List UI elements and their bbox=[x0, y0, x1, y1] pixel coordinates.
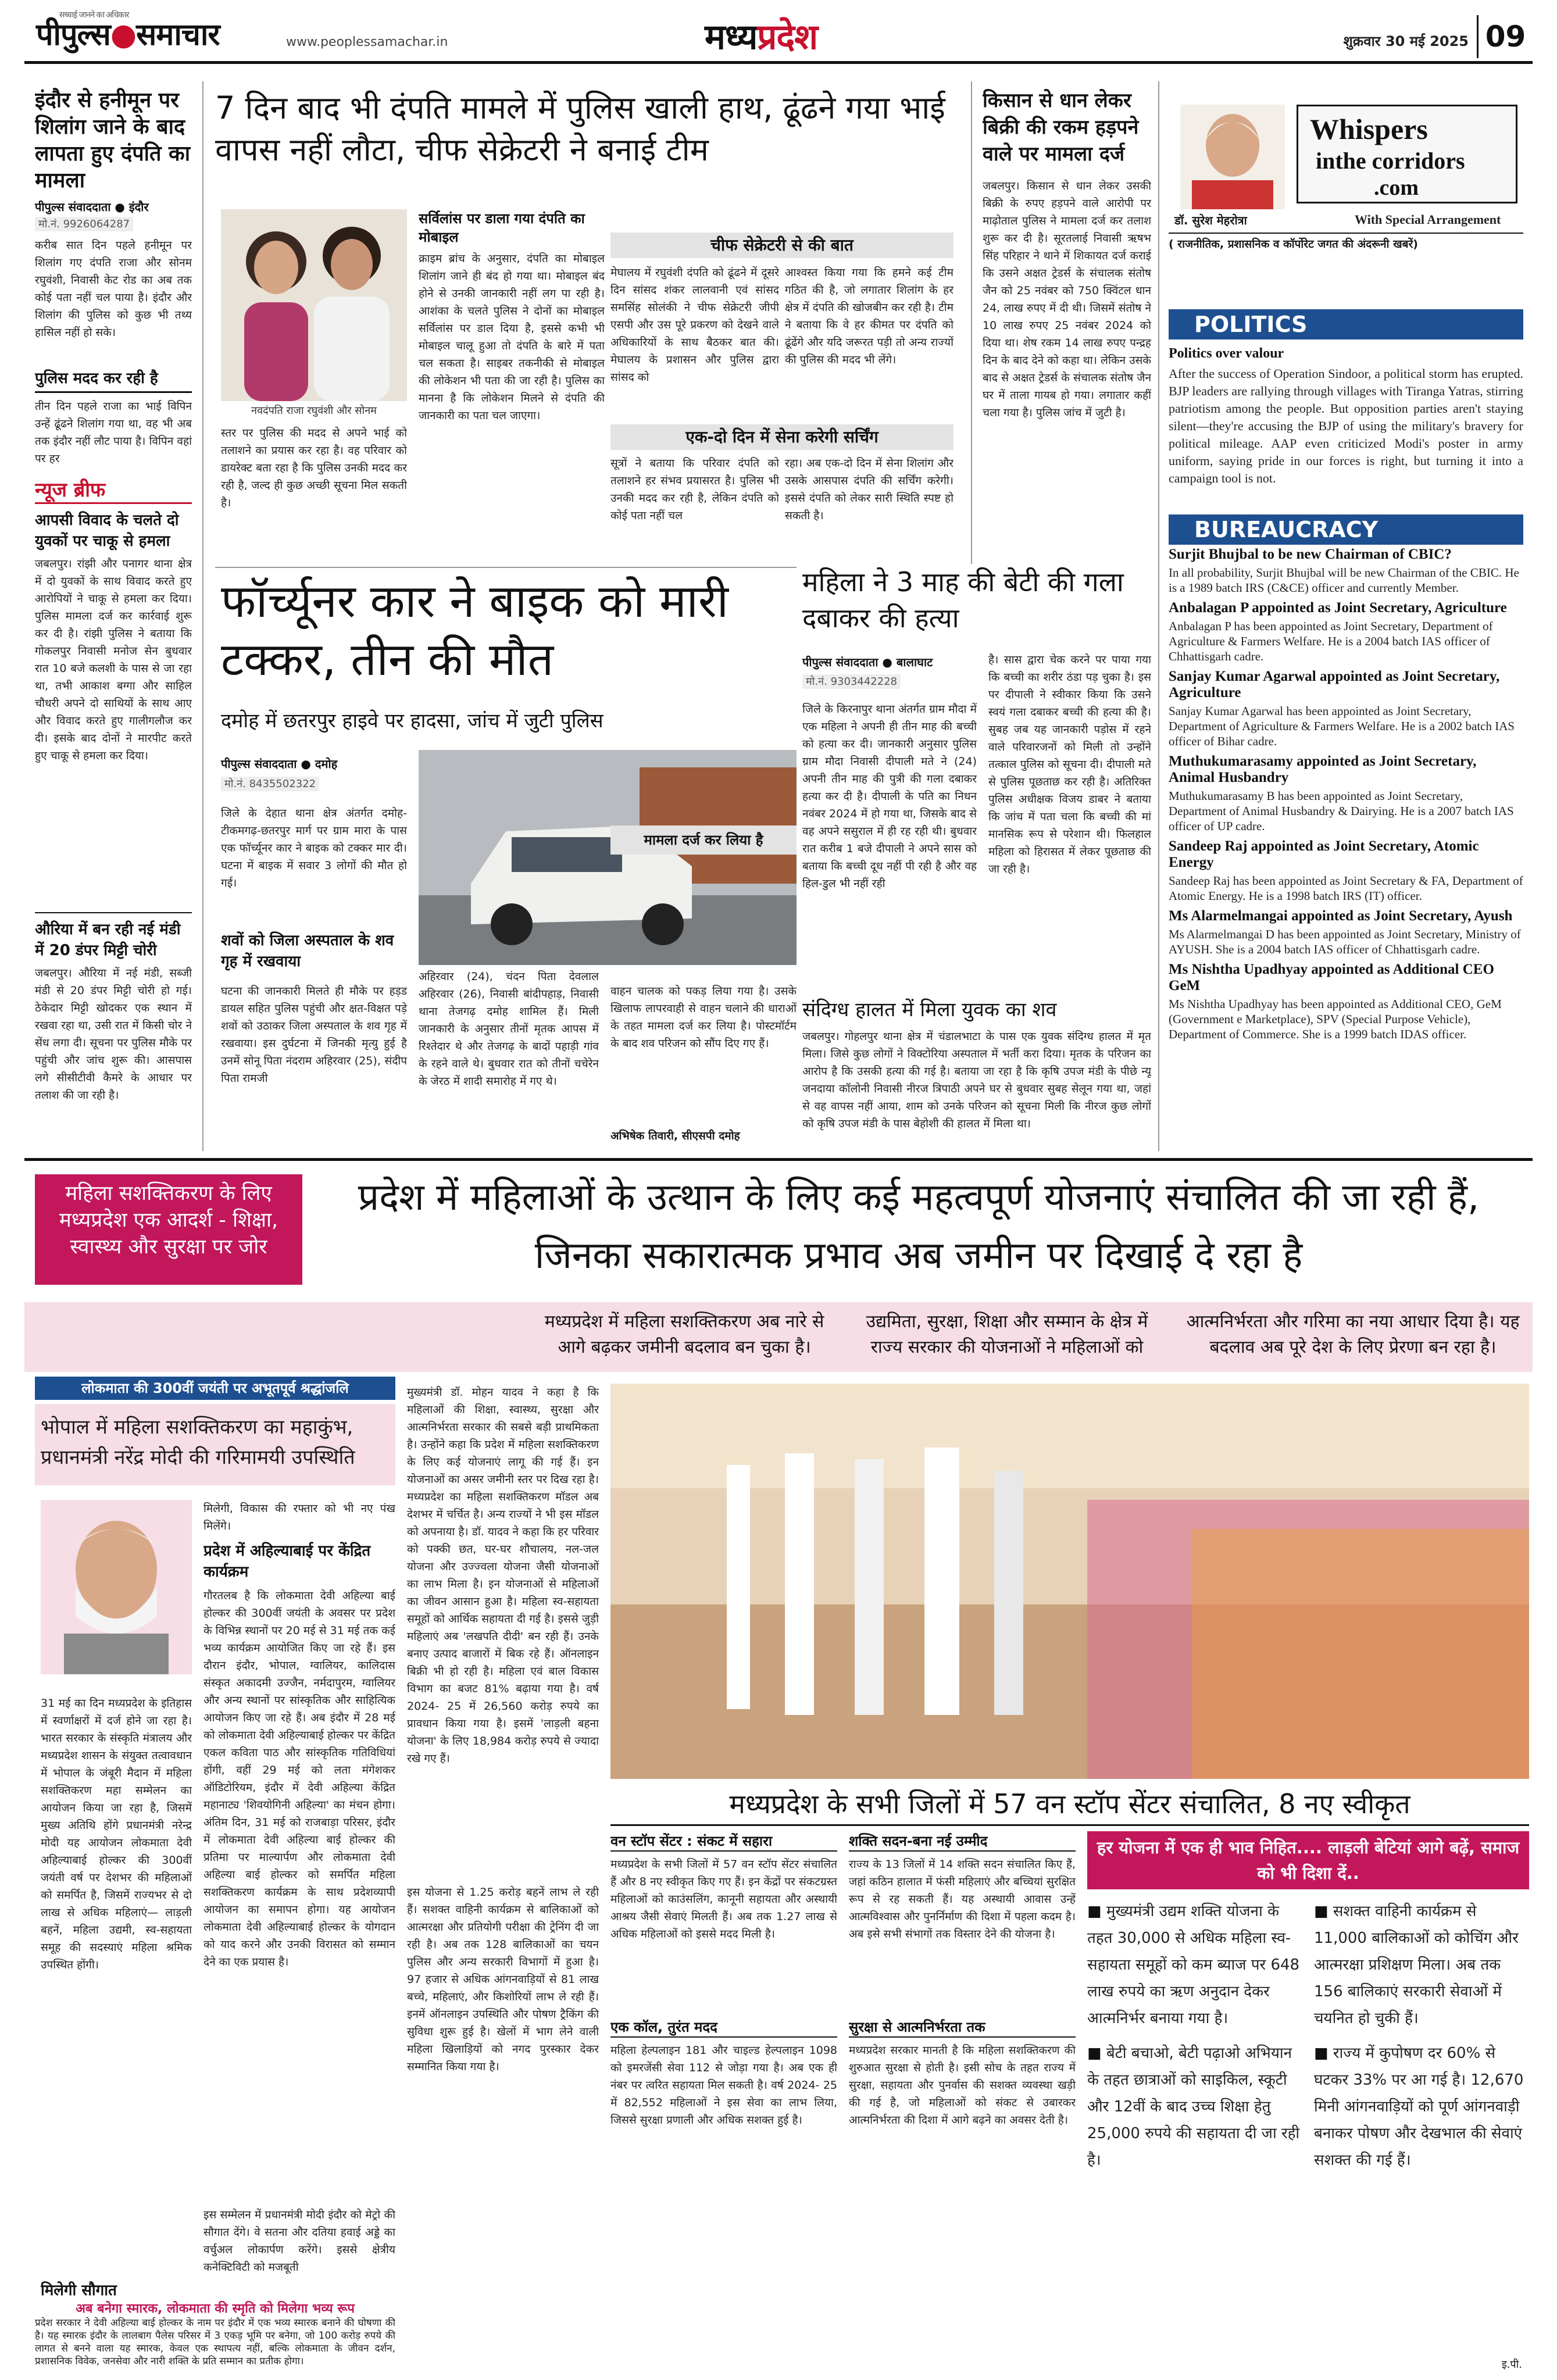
couple-photo-art bbox=[221, 209, 407, 401]
square-bullet-icon: ■ bbox=[1087, 1903, 1106, 1920]
car-accident-photo bbox=[419, 750, 797, 965]
fortuner-quote-text: वाहन चालक को पकड़ लिया गया है। उसके खिलाफ लापरवाही से वाहन चलाने की धाराओं के तहत मामला दर्ज कर लिया है। पोस्टमॉर्टम के बाद शव परिजन को सौंप दिए गए हैं। bbox=[610, 985, 797, 1050]
smarak-text: प्रदेश सरकार ने देवी अहिल्या बाई होल्कर के नाम पर इंदौर में एक भव्य स्मारक बनाने की घोषणा की है। यह स्मारक इंदौर के लालबाग पैलेस परिसर में 3 एकड़ भूमि पर बनेगा, जो 100 करोड़ रुपये की लागत से बनने वाला यह स्मारक, केवल एक स्थापत्य नहीं, बल्कि लोकमाता के जीवन दर्शन, प्रशासनिक विवेक, जनसेवा और नारी शक्ति के प्रति सम्मान का प्रतीक होगा। bbox=[35, 2317, 395, 2367]
rule bbox=[215, 567, 797, 568]
surveillance-sub: सर्विलांस पर डाला गया दंपति का मोबाइल bbox=[419, 210, 585, 245]
bureaucracy-item-head: Anbalagan P appointed as Joint Secretary, Agriculture bbox=[1169, 600, 1507, 616]
bureaucracy-item-head: Surjit Bhujbal to be new Chairman of CBIC? bbox=[1169, 546, 1452, 562]
brief-1-head: आपसी विवाद के चलते दो युवकों पर चाकू से हमला bbox=[35, 512, 179, 550]
fortuner-col-2: अहिरवार (24), चंदन पिता देवलाल अहिरवार (26), निवासी बांदीपहाड़, निवासी थाना तेजगढ़ दमोह शामिल हैं। मिली जानकारी के अनुसार तीनों मृतक आपस में रिश्तेदार थे और तेजगढ़ के बादों पहाड़ी गांव के रहने वाले थे। बुधवार रात को तीनों चचेरेन के जेरठ में शादी समारोह में गए थे। bbox=[419, 970, 599, 1088]
ladli-right bbox=[1314, 1898, 1529, 2352]
square-bullet-icon: ■ bbox=[1087, 2045, 1106, 2062]
car-photo-art bbox=[419, 750, 797, 965]
left-para-2: तीन दिन पहले राजा का भाई विपिन उन्हें ढूंढने शिलांग गया था, वह भी अब तक इंदौर नहीं लौट पाया है। विपिन वहां पर हर bbox=[35, 400, 192, 465]
bureaucracy-item-head: Ms Alarmelmangai appointed as Joint Secretary, Ayush bbox=[1169, 908, 1513, 924]
divider bbox=[1158, 81, 1159, 1151]
feature-headline: प्रदेश में महिलाओं के उत्थान के लिए कई महत्वपूर्ण योजनाएं संचालित की जा रही हैं, जिनका सकारात्मक प्रभाव अब जमीन पर दिखाई दे रहा है bbox=[358, 1176, 1480, 1277]
fortuner-quote-by: अभिषेक तिवारी, सीएसपी दमोह bbox=[610, 1130, 740, 1142]
politics-head: Politics over valour bbox=[1169, 346, 1284, 361]
politics-text: After the success of Operation Sindoor, a political storm has erupted. BJP leaders are rallying through villages with Tiranga Yatras, stirring patriotism among the people. But opposition parties aren't staying silent—they're accusing the BJP of using the military's bravery for political mileage. AAP even criticized Modi's poster in army uniform, saying pride in our forces is right, but turning it into a campaign tool is not. bbox=[1169, 366, 1523, 485]
ladli-head: हर योजना में एक ही भाव निहित.... लाड़ली बेटियां आगे बढ़ें, समाज को भी दिशा दें.. bbox=[1087, 1831, 1529, 1889]
whispers-title-2: inthe corridors bbox=[1316, 148, 1465, 174]
divider bbox=[971, 81, 972, 564]
square-bullet-icon: ■ bbox=[1314, 1903, 1333, 1920]
politics-bar: POLITICS bbox=[1169, 309, 1523, 340]
one-stop-headline: मध्यप्रदेश के सभी जिलों में 57 वन स्टॉप सेंटर संचालित, 8 नए स्वीकृत bbox=[610, 1782, 1529, 1826]
section-title-a: मध्य bbox=[705, 17, 758, 58]
call-text: महिला हेल्पलाइन 181 और चाइल्ड हेल्पलाइन 1098 को इमरजेंसी सेवा 112 से जोड़ा गया है। अब एक ही नंबर पर त्वरित सहायता मिल सकती है। वर्ष 2024- 25 में 82,552 महिलाओं ने इस सेवा का लाभ लिया, जिससे सुरक्षा प्रणाली और अधिक सशक्त हुई है। bbox=[610, 2044, 837, 2127]
top-col-3: मेघालय में रघुवंशी दंपति को ढूंढने में दूसरे दिन सांसद शंकर लालवानी एवं सांसद समसिंह सोलंकी ने चीफ सेक्रेटरी जीपी एसपी और उस पूरे प्रकरण को देखने वाले अधिकारियों के साथ बैठकर बात की। मेघालय के प्रशासन और पुलिस द्वारा सांसद को bbox=[610, 266, 779, 384]
fortuner-quote-head: मामला दर्ज कर लिया है bbox=[610, 826, 797, 855]
mahila-byline: पीपुल्स संवाददाता ● बालाघाट bbox=[802, 655, 933, 669]
logo-part-b: समाचार bbox=[136, 17, 220, 52]
bureaucracy-item bbox=[1169, 600, 1523, 664]
left-byline: पीपुल्स संवाददाता ● इंदौर bbox=[35, 200, 149, 214]
bureaucracy-item-head: Sandeep Raj appointed as Joint Secretary, Atomic Energy bbox=[1169, 838, 1479, 870]
top-story bbox=[215, 87, 959, 171]
kisan-text: जबलपुर। किसान से धान लेकर उसकी बिक्री के रुपए हड़पने वाले आरोपी पर माढ़ोताल पुलिस ने मामला दर्ज कर तलाश शुरू कर दी है। सूरतलाई निवासी ऋषभ सिंह परिहार ने थाने में शिकायत दर्ज कराई कि उसने अक्षत ट्रेडर्स के संचालक संतोष जैन को 25 नवंबर को 750 क्विंटल धान 24, लाख रुपए में दी थी। जिसमें संतोष ने 10 लाख रुपए 25 नवंबर 2024 को दिया था। शेष रकम 14 लाख रुपए पन्द्रह दिन के बाद देने को कहा था। लेकिन उसके बाद से अक्षत ट्रेडर्स के संचालक संतोष जैन घर में ताला गायब हो गया। लगातार कहीं चला गया है। पुलिस जांच में जुटी है। bbox=[983, 180, 1151, 419]
issue-date: शुक्रवार 30 मई 2025 bbox=[1343, 33, 1469, 49]
mahila-col-2: है। सास द्वारा चेक करने पर पाया गया कि बच्ची का शरीर ठंडा पड़ चुका है। इस पर दीपाली ने स्वीकार किया कि उसने स्वयं गला दबाकर बच्ची की हत्या की है। सुबह जब यह जानकारी पड़ोस में रहने वाले परिवारजनों को मिली तो उन्होंने तत्काल पुलिस को सूचना दी। दीपाली मते से पुलिस पूछताछ कर रही है। अतिरिक्त पुलिस अधीक्षक विजय डाबर ने बताया कि जांच में पता चला कि बच्ची की मां मानसिक रूप से परेशान थी। फिलहाल महिला को हिरासत में लेकर पूछताछ की जा रही है। bbox=[988, 653, 1151, 875]
feature-col-2-sub: प्रदेश में अहिल्याबाई पर केंद्रित कार्यक्रम bbox=[203, 1542, 371, 1581]
shakti-text: राज्य के 13 जिलों में 14 शक्ति सदन संचालित किए हैं, जहां कठिन हालात में फंसी महिलाएं और बच्चियां सुरक्षित रूप से रह सकती हैं। यह अस्थायी आवास उन्हें आत्मविश्वास और पुनर्निर्माण की दिशा में पहला कदम है। अब इसे सभी संभागों तक विस्तार देने की योजना है। bbox=[849, 1858, 1076, 1941]
ladli-left-item bbox=[1087, 1898, 1302, 2032]
top-story-headline: 7 दिन बाद भी दंपति मामले में पुलिस खाली हाथ, ढूंढने गया भाई वापस नहीं लौटा, चीफ सेक्रेटरी ने बनाई टीम bbox=[215, 90, 945, 168]
couple-caption: नवदंपति राजा रघुवंशी और सोनम bbox=[251, 405, 377, 417]
top-col-4: आश्वस्त किया गया कि हमने कई टीम गठित की है, जो लगातार शिलांग के हर क्षेत्र में दंपति की खोजबीन कर रही है। टीम ने बताया कि वे हर कीमत पर दंपति को ढूंढेंगे और यदि जरूरत पड़ी तो अन्य राज्यों की पुलिस की मदद भी लेंगे। bbox=[785, 266, 954, 366]
ladli-right-item-text: राज्य में कुपोषण दर 60% से घटकर 33% पर आ गई है। 12,670 मिनी आंगनवाड़ियों को पूर्ण आंगनवाड़ी बनाकर पोषण और देखभाल की सेवाएं सशक्त की गई हैं। bbox=[1314, 2045, 1524, 2169]
feature-col-1: 31 मई का दिन मध्यप्रदेश के इतिहास में स्वर्णाक्षरों में दर्ज होने जा रहा है। भारत सरकार के संस्कृति मंत्रालय और मध्यप्रदेश शासन के संयुक्त तत्वावधान में भोपाल के जंबूरी मैदान में महिला सशक्तिकरण महा सम्मेलन का आयोजन किया जा रहा है, जिसमें मुख्य अतिथि होंगे प्रधानमंत्री नरेन्द्र मोदी यह आयोजन लोकमाता देवी अहिल्याबाई होल्कर की 300वीं जयंती वर्ष पर देशभर की महिलाओं को समर्पित है, जिसमें राज्यभर से दो लाख से अधिक महिलाएं— लाड़ली बहनें, महिला उद्यमी, स्व-सहायता समूह की सदस्याएं महिला श्रमिक उपस्थित होंगी। bbox=[41, 1697, 192, 1971]
bureaucracy-list bbox=[1169, 546, 1523, 1151]
feature-band bbox=[24, 1302, 1533, 1372]
fortuner-col-1b: घटना की जानकारी मिलते ही मौके पर हड़ड डायल सहित पुलिस पहुंची और क्षत-विक्षत पड़े शवों को उठाकर जिला अस्पताल के शव गृह में रखवाया। इस दुर्घटना में जिनकी मृत्यु हुई है उनमें सोनू पिता नंदराम अहिरवार (25), संदीप पिता रामजी bbox=[221, 985, 407, 1085]
top-col-1: स्तर पर पुलिस की मदद से अपने भाई को तलाशने का प्रयास कर रहा है। वह परिवार को डायरेक्ट बता रहा है कि पुलिस उनकी मदद कर रही है, जल्द ही कुछ अच्छी सूचना मिल सकती है। bbox=[221, 427, 407, 509]
bureaucracy-item-text: Muthukumarasamy B has been appointed as Joint Secretary, Department of Animal Husbandry & Dairying. He is a 2007 batch IAS officer of UP cadre. bbox=[1169, 789, 1514, 833]
fortuner-col-1: जिले के देहात थाना क्षेत्र अंतर्गत दमोह- टीकमगढ़-छतरपुर मार्ग पर ग्राम मारा के पास एक फॉर्च्यूनर कार ने बाइक को टक्कर मार दी। घटना में बाइक में सवार 3 लोगों की मौत हो गई। bbox=[221, 807, 407, 889]
special-arrangement: With Special Arrangement bbox=[1355, 212, 1501, 227]
left-column bbox=[35, 87, 192, 1214]
feature-col-4: इस योजना से 1.25 करोड़ बहनें लाभ ले रही हैं। सशक्त वाहिनी कार्यक्रम से बालिकाओं को आत्मरक्षा और प्रतियोगी परीक्षा की ट्रेनिंग दी जा रही है। अब तक 128 बालिकाओं का चयन पुलिस और अन्य सरकारी विभागों में हुआ है। 97 हजार से अधिक आंगनवाड़ियों से 81 लाख बच्चे, महिलाएं, और किशोरियों लाभ ले रही हैं। इनमें ऑनलाइन उपस्थिति और पोषण ट्रैकिंग की सुविधा शुरू हुई है। खेलों में भाग लेने वाली महिला खिलाड़ियों को नगद पुरस्कार देकर सम्मानित किया गया है। bbox=[407, 1886, 599, 2073]
army-col-1: सूत्रों ने बताया कि परिवार दंपति को तलाशने हर संभव प्रयासरत है। पुलिस भी उनकी मदद कर रही है, लेकिन दंपति को कोई पता नहीं चल bbox=[610, 457, 779, 522]
bureaucracy-item-head: Sanjay Kumar Agarwal appointed as Joint Secretary, Agriculture bbox=[1169, 669, 1500, 701]
left-sub-1: पुलिस मदद कर रही है bbox=[35, 367, 192, 393]
feature-col-1-sub: मिलेगी सौगात bbox=[41, 2282, 117, 2299]
feature-top-rule bbox=[24, 1158, 1533, 1161]
call-sub: एक कॉल, तुरंत मदद bbox=[610, 2017, 837, 2038]
brief-2-text: जबलपुर। औरिया में नई मंडी, सब्जी मंडी से 20 डंपर मिट्टी चोरी हो गई। ठेकेदार मिट्टी खोदकर एक स्थान में रखवा रहा था, उसी रात में किसी चोर ने सेंध लगा दी। सूचना पर पुलिस मौके पर पहुंची और जांच शुरू की। आसपास लगे सीसीटीवी कैमरे के आधार पर तलाश की जा रही है। bbox=[35, 967, 192, 1102]
website-url[interactable]: www.peoplessamachar.in bbox=[286, 35, 448, 49]
author-name: डॉ. सुरेश मेहरोत्रा bbox=[1174, 213, 1247, 227]
feature-side-head: महिला सशक्तिकरण के लिए मध्यप्रदेश एक आदर्श - शिक्षा, स्वास्थ्य और सुरक्षा पर जोर bbox=[35, 1174, 302, 1285]
whispers-title-1: Whispers bbox=[1310, 113, 1428, 145]
army-search-box: एक-दो दिन में सेना करेगी सर्चिंग bbox=[610, 424, 954, 450]
bureaucracy-item-text: In all probability, Surjit Bhujbal will be new Chairman of the CBIC. He is a 1989 batch IRS (C&CE) officer and currently Member. bbox=[1169, 566, 1519, 595]
fortuner-headline: फॉर्च्यूनर कार ने बाइक को मारी टक्कर, तीन की मौत bbox=[221, 576, 728, 686]
masthead bbox=[24, 8, 1533, 64]
left-para-1: करीब सात दिन पहले हनीमून पर शिलांग गए दंपति राजा और सोनम रघुवंशी, निवासी केट रोड का अब तक कोई पता नहीं चल पाया है। इंदौर और शिलांग की पुलिस को कुछ भी तथ्य हासिल नहीं हो सके। bbox=[35, 239, 192, 339]
whispers-logo bbox=[1297, 105, 1517, 203]
ladli-left-item-text: बेटी बचाओ, बेटी पढ़ाओ अभियान के तहत छात्राओं को साइकिल, स्कूटी और 12वीं के बाद उच्च शिक्षा हेतु 25,000 रुपये की सहायता दी जा रही है। bbox=[1087, 2045, 1300, 2169]
bureaucracy-item-head: Ms Nishtha Upadhyay appointed as Additional CEO GeM bbox=[1169, 962, 1494, 994]
left-headline: इंदौर से हनीमून पर शिलांग जाने के बाद लापता हुए दंपति का मामला bbox=[35, 88, 191, 192]
left-mobile: मो.नं. 9926064287 bbox=[35, 217, 133, 231]
mahila-col-1: जिले के किरनापुर थाना अंतर्गत ग्राम मौदा में एक महिला ने अपनी ही तीन माह की बच्ची को हत्या कर दी। जानकारी अनुसार पुलिस ग्राम मौदा निवासी दीपाली मते ने (24) अपनी तीन माह की पुत्री की गला दबाकर हत्या कर दी है। दीपाली के पति का निधन नवंबर 2024 में हो गया था, जिसके बाद से वह अपने ससुराल में ही रह रही थी। बुधवार रात करीब 1 बजे दीपाली ने अपने सास को बताया कि बच्ची दूध नहीं पी रही है और वह हिल-डुल भी नहीं रही bbox=[802, 703, 977, 890]
event-photo-art bbox=[610, 1384, 1529, 1779]
body-found-sub: संदिग्ध हालत में मिला युवक का शव bbox=[802, 998, 1057, 1021]
whispers-dotcom: .com bbox=[1374, 176, 1419, 200]
bureaucracy-item bbox=[1169, 908, 1523, 957]
mahila-headline: महिला ने 3 माह की बेटी की गला दबाकर की हत्या bbox=[802, 566, 1124, 634]
ladli-left bbox=[1087, 1898, 1302, 2352]
bhopal-head: भोपाल में महिला सशक्तिकरण का महाकुंभ, प्रधानमंत्री नरेंद्र मोदी की गरिमामयी उपस्थिति bbox=[35, 1404, 395, 1485]
ladli-right-item bbox=[1314, 2040, 1529, 2174]
newspaper-logo[interactable] bbox=[36, 10, 220, 54]
smarak-head: अब बनेगा स्मारक, लोकमाता की स्मृति को मिलेगा भव्य रूप bbox=[76, 2302, 355, 2316]
brief-2-head: औरिया में बन रही नई मंडी में 20 डंपर मिट्टी चोरी bbox=[35, 912, 192, 961]
logo-part-a: पीपुल्स bbox=[36, 17, 110, 52]
body-found-text: जबलपुर। गोहलपुर थाना क्षेत्र में चंडालभाटा के पास एक युवक संदिग्ध हालत में मृत मिला। जिसे कुछ लोगों ने विक्टोरिया अस्पताल में भर्ती करा दिया। मृतक के परिजन का आरोप है कि उसकी हत्या की गई है। बताया जा रहा है कि कृषि उपज मंडी के पीछे न्यू जनदाया कॉलोनी निवासी नीरज त्रिपाठी अपने घर से बुधवार सुबह सेलून गया था, जहां से वह वापस नहीं आया, शाम को उनके परिजन को सूचना मिली कि नीरज कुछ लोगों को कृषि उपज मंडी के पास बेहोशी की हालत में मिला था। bbox=[802, 1030, 1151, 1130]
one-stop-text: मध्यप्रदेश के सभी जिलों में 57 वन स्टॉप सेंटर संचालित हैं और 8 नए स्वीकृत किए गए हैं। इन केंद्रों पर संकटग्रस्त महिलाओं को काउंसलिंग, कानूनी सहायता और अस्थायी आश्रय जैसी सेवाएं मिलती हैं। अब तक 1.27 लाख से अधिक महिलाओं को इससे मदद मिली है। bbox=[610, 1858, 837, 1941]
section-title bbox=[705, 12, 817, 59]
logo-dot-icon: ● bbox=[110, 17, 137, 52]
ladli-right-item-text: सशक्त वाहिनी कार्यक्रम से 11,000 बालिकाओं को कोचिंग और आत्मरक्षा प्रशिक्षण मिला। अब तक 156 बालिकाएं सरकारी सेवाओं में चयनित हो चुकी हैं। bbox=[1314, 1903, 1519, 2027]
top-col-2: क्राइम ब्रांच के अनुसार, दंपति का मोबाइल शिलांग जाने ही बंद हो गया था। मोबाइल बंद होने से उनकी जानकारी नहीं लग पा रही है। आशंका के चलते पुलिस ने दोनों का मोबाइल सर्विलांस पर डाल दिया है, इससे कभी भी मोबाइल चालू हुआ तो दंपति के बारे में पता चल सकता है। साइबर तकनीकी से मोबाइल की लोकेशन भी पता की जा रही है। पुलिस का मानना है कि लोकेशन मिलने से दंपति की जानकारी का पता चल जाएगा। bbox=[419, 252, 605, 422]
footer-code: इ.पी. bbox=[1501, 2358, 1522, 2371]
bureaucracy-item-text: Sanjay Kumar Agarwal has been appointed as Joint Secretary, Department of Agriculture & Farmers Welfare. He is a 2002 batch IAS officer of Bihar cadre. bbox=[1169, 704, 1515, 748]
divider bbox=[202, 81, 203, 1151]
bureaucracy-item-text: Sandeep Raj has been appointed as Joint Secretary & FA, Department of Atomic Energy. He is a 1998 batch IRS (IT) officer. bbox=[1169, 874, 1523, 903]
square-bullet-icon: ■ bbox=[1314, 2045, 1333, 2062]
whispers-column bbox=[1169, 93, 1523, 340]
couple-photo bbox=[221, 209, 407, 401]
fortuner-byline: पीपुल्स संवाददाता ● दमोह bbox=[221, 757, 338, 771]
mahila-mobile: मो.नं. 9303442228 bbox=[802, 674, 901, 689]
bureaucracy-item bbox=[1169, 962, 1523, 1042]
feature-col-2a: मिलेगी, विकास की रफ्तार को भी नए पंख मिलेंगे। bbox=[203, 1502, 395, 1532]
feature-col-2: गौरतलब है कि लोकमाता देवी अहिल्या बाई होल्कर की 300वीं जयंती के अवसर पर प्रदेश के विभिन्न स्थानों पर 20 मई से 31 मई तक कई भव्य कार्यक्रम आयोजित किए जा रहे हैं। इस दौरान इंदौर, भोपाल, ग्वालियर, कालिदास संस्कृत अकादमी उज्जैन, नर्मदापुरम, ग्वालियर और अन्य स्थानों पर सांस्कृतिक और साहित्यिक आयोजन किए जा रहे हैं। अब इंदौर में 28 मई को लोकमाता देवी अहिल्याबाई होल्कर पर केंद्रित एकल कविता पाठ और सांस्कृतिक गतिविधियां होंगी, वहीं 29 मई को लता मंगेशकर ऑडिटोरियम, इंदौर में देवी अहिल्या केंद्रित महानाट्य 'शिवयोगिनी अहिल्या' का मंचन होगा। अंतिम दिन, 31 मई को राजबाड़ा परिसर, इंदौर में लोकमाता देवी अहिल्या बाई होल्कर की प्रतिमा पर माल्यार्पण और लोकमाता देवी अहिल्या बाई होल्कर को समर्पित महिला सशक्तिकरण कार्यक्रम के साथ प्रदेशव्यापी आयोजन का समापन होगा। यह आयोजन लोकमाता देवी अहिल्याबाई होल्कर के योगदान को याद करने और उनकी विरासत को सम्मान देने का एक प्रयास है। bbox=[203, 1589, 395, 1968]
feature-col-3: मुख्यमंत्री डॉ. मोहन यादव ने कहा है कि महिलाओं की शिक्षा, स्वास्थ्य, सुरक्षा और आत्मनिर्भरता सरकार की सबसे बड़ी प्राथमिकता है। उन्होंने कहा कि प्रदेश में महिला सशक्तिकरण के लिए कई योजनाएं लागू की गई हैं। इन योजनाओं का असर जमीनी स्तर पर दिख रहा है। मध्यप्रदेश का महिला सशक्तिकरण मॉडल अब देशभर में चर्चित है। अन्य राज्यों ने भी इस मॉडल को अपनाया है। डॉ. यादव ने कहा कि हर परिवार को पक्की छत, घर-घर शौचालय, नल-जल योजना और उज्ज्वला योजना जैसी योजनाओं का लाभ मिला है। इन योजनाओं से महिलाओं का जीवन आसान हुआ है। महिला स्व-सहायता समूहों को आर्थिक सहायता दी गई है। इससे जुड़ी महिलाएं अब 'लखपति दीदी' बन रही हैं। उनके बनाए उत्पाद बाजारों में बिक रहे हैं। ऑनलाइन बिक्री भी हो रही है। महिला एवं बाल विकास विभाग का बजट 81% बढ़ाया गया है। वर्ष 2024- 25 में 26,560 करोड़ रुपये का प्रावधान किया गया है। इसमें 'लाड़ली बहना योजना' के लिए 18,984 करोड़ रुपये से ज्यादा रखे गए हैं। bbox=[407, 1386, 599, 1765]
fortuner-sub: दमोह में छतरपुर हाइवे पर हादसा, जांच में जुटी पुलिस bbox=[221, 709, 603, 732]
army-col-2: रहा। अब एक-दो दिन में सेना शिलांग और उसके आसपास दंपति की सर्चिंग करेगी। इससे दंपति को लेकर सारी स्थिति स्पष्ट हो सकती है। bbox=[785, 457, 954, 522]
bureaucracy-item-head: Muthukumarasamy appointed as Joint Secretary, Animal Husbandry bbox=[1169, 753, 1477, 785]
bureaucracy-item-text: Anbalagan P has been appointed as Joint Secretary, Department of Agriculture & Farmers Welfare. He is a 2004 batch IAS officer of Chhattisgarh cadre. bbox=[1169, 619, 1493, 663]
bureaucracy-item-text: Ms Alarmelmangai D has been appointed as Joint Secretary, Ministry of AYUSH. She is a 2004 batch IAS officer of Chhattisgarh cadre. bbox=[1169, 927, 1521, 956]
bureaucracy-item bbox=[1169, 753, 1523, 834]
author-photo bbox=[1180, 105, 1285, 209]
ladli-left-item-text: मुख्यमंत्री उद्यम शक्ति योजना के तहत 30,000 से अधिक महिला स्व-सहायता समूहों को कम ब्याज पर 648 लाख रुपये का ऋण अनुदान देकर आत्मनिर्भर बनाया गया है। bbox=[1087, 1903, 1300, 2027]
event-photo bbox=[610, 1384, 1529, 1779]
atma-sub: सुरक्षा से आत्मनिर्भरता तक bbox=[849, 2017, 1076, 2038]
bureaucracy-item bbox=[1169, 838, 1523, 903]
band-3: आत्मनिर्भरता और गरिमा का नया आधार दिया है। यह बदलाव अब पूरे देश के लिए प्रेरणा बन रहा है। bbox=[1186, 1311, 1520, 1357]
section-title-b: प्रदेश bbox=[757, 17, 818, 58]
whispers-tagline: ( राजनीतिक, प्रशासनिक व कॉर्पोरेट जगत की अंदरूनी खबरें) bbox=[1169, 233, 1523, 251]
news-brief-title: न्यूज ब्रीफ bbox=[35, 476, 192, 504]
page-number: 09 bbox=[1477, 15, 1533, 58]
bureaucracy-item bbox=[1169, 669, 1523, 749]
bureaucracy-bar: BUREAUCRACY bbox=[1169, 514, 1523, 545]
lokmata-bar: लोकमाता की 300वीं जयंती पर अभूतपूर्व श्रद्धांजलि bbox=[35, 1377, 395, 1400]
ladli-left-item bbox=[1087, 2040, 1302, 2174]
bureaucracy-item bbox=[1169, 546, 1523, 595]
fortuner-mobile: मो.नं. 8435502322 bbox=[221, 777, 319, 791]
ladli-right-item bbox=[1314, 1898, 1529, 2032]
feature-col-1b-text: इस सम्मेलन में प्रधानमंत्री मोदी इंदौर को मेट्रो की सौगात देंगे। वे सतना और दतिया हवाई अड्डे का वर्चुअल लोकार्पण करेंगे। इससे क्षेत्रीय कनेक्टिविटी को मजबूती bbox=[203, 2209, 395, 2274]
logo-tagline: सच्चाई जानने का अधिकार bbox=[59, 10, 129, 20]
shakti-sub: शक्ति सदन-बना नई उम्मीद bbox=[849, 1831, 1076, 1852]
atma-text: मध्यप्रदेश सरकार मानती है कि महिला सशक्तिकरण की शुरुआत सुरक्षा से होती है। इसी सोच के तहत राज्य में सुरक्षा, सहायता और पुनर्वास की सशक्त व्यवस्था खड़ी की गई है, जो महिलाओं को संकट से उबारकर आत्मनिर्भरता की दिशा में आगे बढ़ने का अवसर देती है। bbox=[849, 2044, 1076, 2127]
bureaucracy-item-text: Ms Nishtha Upadhyay has been appointed as Additional CEO, GeM (Government e Marketplace), SPV (Special Purpose Vehicle), Department of Commerce. She is a 1999 batch IDAS officer. bbox=[1169, 997, 1502, 1041]
band-1: मध्यप्रदेश में महिला सशक्तिकरण अब नारे से आगे बढ़कर जमीनी बदलाव बन चुका है। bbox=[544, 1311, 824, 1357]
kisan-headline: किसान से धान लेकर बिक्री की रकम हड़पने वाले पर मामला दर्ज bbox=[983, 89, 1139, 166]
pm-photo bbox=[41, 1500, 192, 1674]
one-stop-sub: वन स्टॉप सेंटर : संकट में सहारा bbox=[610, 1831, 837, 1852]
fortuner-sub-2: शवों को जिला अस्पताल के शव गृह में रखवाया bbox=[221, 932, 394, 970]
brief-1-text: जबलपुर। रांझी और पनागर थाना क्षेत्र में दो युवकों के साथ विवाद करते हुए आरोपियों ने चाकू से हमला कर दिया। पुलिस मामला दर्ज कर कार्रवाई शुरू कर दी है। रांझी पुलिस ने बताया कि गोकलपुर निवासी मनोज सेन बुधवार रात 10 बजे कलशी के पास से जा रहा था, तभी आकाश बग्गा और साहिल चौधरी अपने दो साथियों के साथ आए और विवाद करते हुए गालीगलौज कर दी। इसके बाद दोनों ने मारपीट करते हुए चाकू से हमला कर दिया। bbox=[35, 558, 192, 762]
band-2: उद्यमिता, सुरक्षा, शिक्षा और सम्मान के क्षेत्र में राज्य सरकार की योजनाओं ने महिलाओं को bbox=[866, 1311, 1148, 1357]
chief-secretary-box: चीफ सेक्रेटरी से की बात bbox=[610, 233, 954, 258]
